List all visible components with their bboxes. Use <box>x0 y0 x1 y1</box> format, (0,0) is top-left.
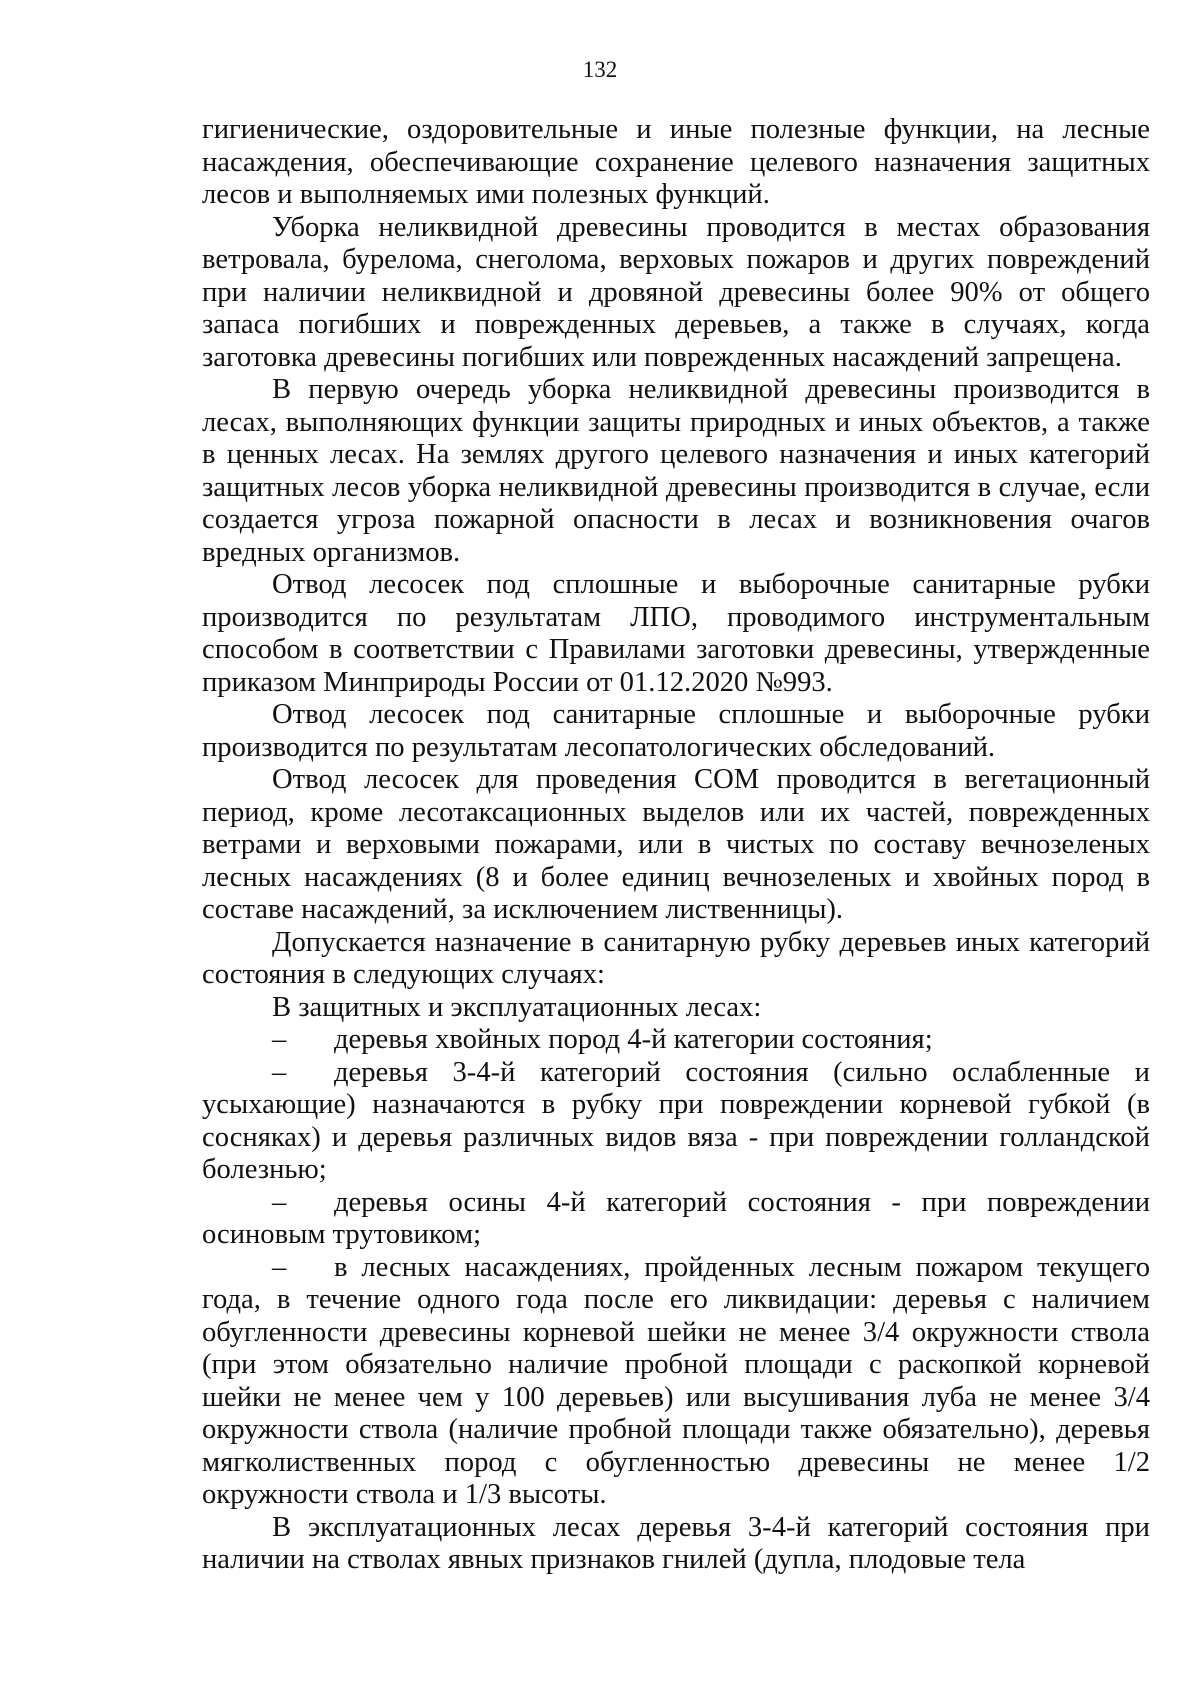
list-dash: – <box>272 1056 287 1088</box>
paragraph: В эксплуатационных лесах деревья 3-4-й категорий состояния при наличии на стволах явных признаков гнилей (дупла, плодовые тела <box>202 1511 1150 1575</box>
list-item <box>202 1057 1150 1187</box>
list-item-text: в лесных насаждениях, пройденных лесным пожаром текущего года, в течение одного года после его ликвидации: деревья с наличием обугленности древесины корневой шейки не менее 3/4 окружности ствола (при этом обязательно наличие пробной площади с раскопкой корневой шейки не менее чем у 100 деревьев) или высушивания луба не менее 3/4 окружности ствола (наличие пробной площади также обязательно), деревья мягколиственных пород с обугленностью древесины не менее 1/2 окружности ствола и 1/3 высоты. <box>202 1251 1150 1510</box>
paragraph: Отвод лесосек под санитарные сплошные и выборочные рубки производится по результатам лесопатологических обследований. <box>202 699 1150 763</box>
paragraph: В защитных и эксплуатационных лесах: <box>272 991 762 1023</box>
list-dash: – <box>272 1024 287 1055</box>
paragraph: Отвод лесосек для проведения СОМ проводится в вегетационный период, кроме лесотаксационных выделов или их частей, поврежденных ветрами и верховыми пожарами, или в чистых по составу вечнозеленых лесных насаждениях (8 и более единиц вечнозеленых и хвойных пород в составе насаждений, за исключением лиственницы). <box>202 764 1150 925</box>
list-item <box>202 1252 1150 1512</box>
list-item-text: деревья осины 4-й категорий состояния - при повреждении осиновым трутовиком; <box>202 1186 1150 1250</box>
document-body <box>202 114 1150 1577</box>
paragraph: В первую очередь уборка неликвидной древесины производится в лесах, выполняющих функции защиты природных и иных объектов, а также в ценных лесах. На землях другого целевого назначения и иных категорий защитных лесов уборка неликвидной древесины производится в случае, если создается угроза пожарной опасности в лесах и возникновения очагов вредных организмов. <box>202 374 1150 568</box>
list-dash: – <box>272 1251 287 1283</box>
list-dash: – <box>272 1186 287 1218</box>
paragraph: Допускается назначение в санитарную рубку деревьев иных категорий состояния в следующих случаях: <box>202 926 1150 990</box>
list-item-text: деревья 3-4-й категорий состояния (сильно ослабленные и усыхающие) назначаются в рубку при повреждении корневой губкой (в сосняках) и деревья различных видов вяза - при повреждении голландской болезнью; <box>202 1056 1150 1185</box>
list-item <box>202 1024 1150 1057</box>
page-number: 132 <box>582 57 618 82</box>
paragraph-continuation: гигиенические, оздоровительные и иные полезные функции, на лесные насаждения, обеспечивающие сохранение целевого назначения защитных лесов и выполняемых ими полезных функций. <box>202 114 1150 210</box>
paragraph: Уборка неликвидной древесины проводится в местах образования ветровала, бурелома, снеголома, верховых пожаров и других повреждений при наличии неликвидной и дровяной древесины более 90% от общего запаса погибших и поврежденных деревьев, а также в случаях, когда заготовка древесины погибших или поврежденных насаждений запрещена. <box>202 211 1150 373</box>
list-item <box>202 1187 1150 1252</box>
paragraph: Отвод лесосек под сплошные и выборочные санитарные рубки производится по результатам ЛПО, проводимого инструментальным способом в соответствии с Правилами заготовки древесины, утвержденные приказом Минприроды России от 01.12.2020 №993. <box>202 569 1150 698</box>
list-item-text: деревья хвойных пород 4-й категории состояния; <box>334 1024 933 1055</box>
